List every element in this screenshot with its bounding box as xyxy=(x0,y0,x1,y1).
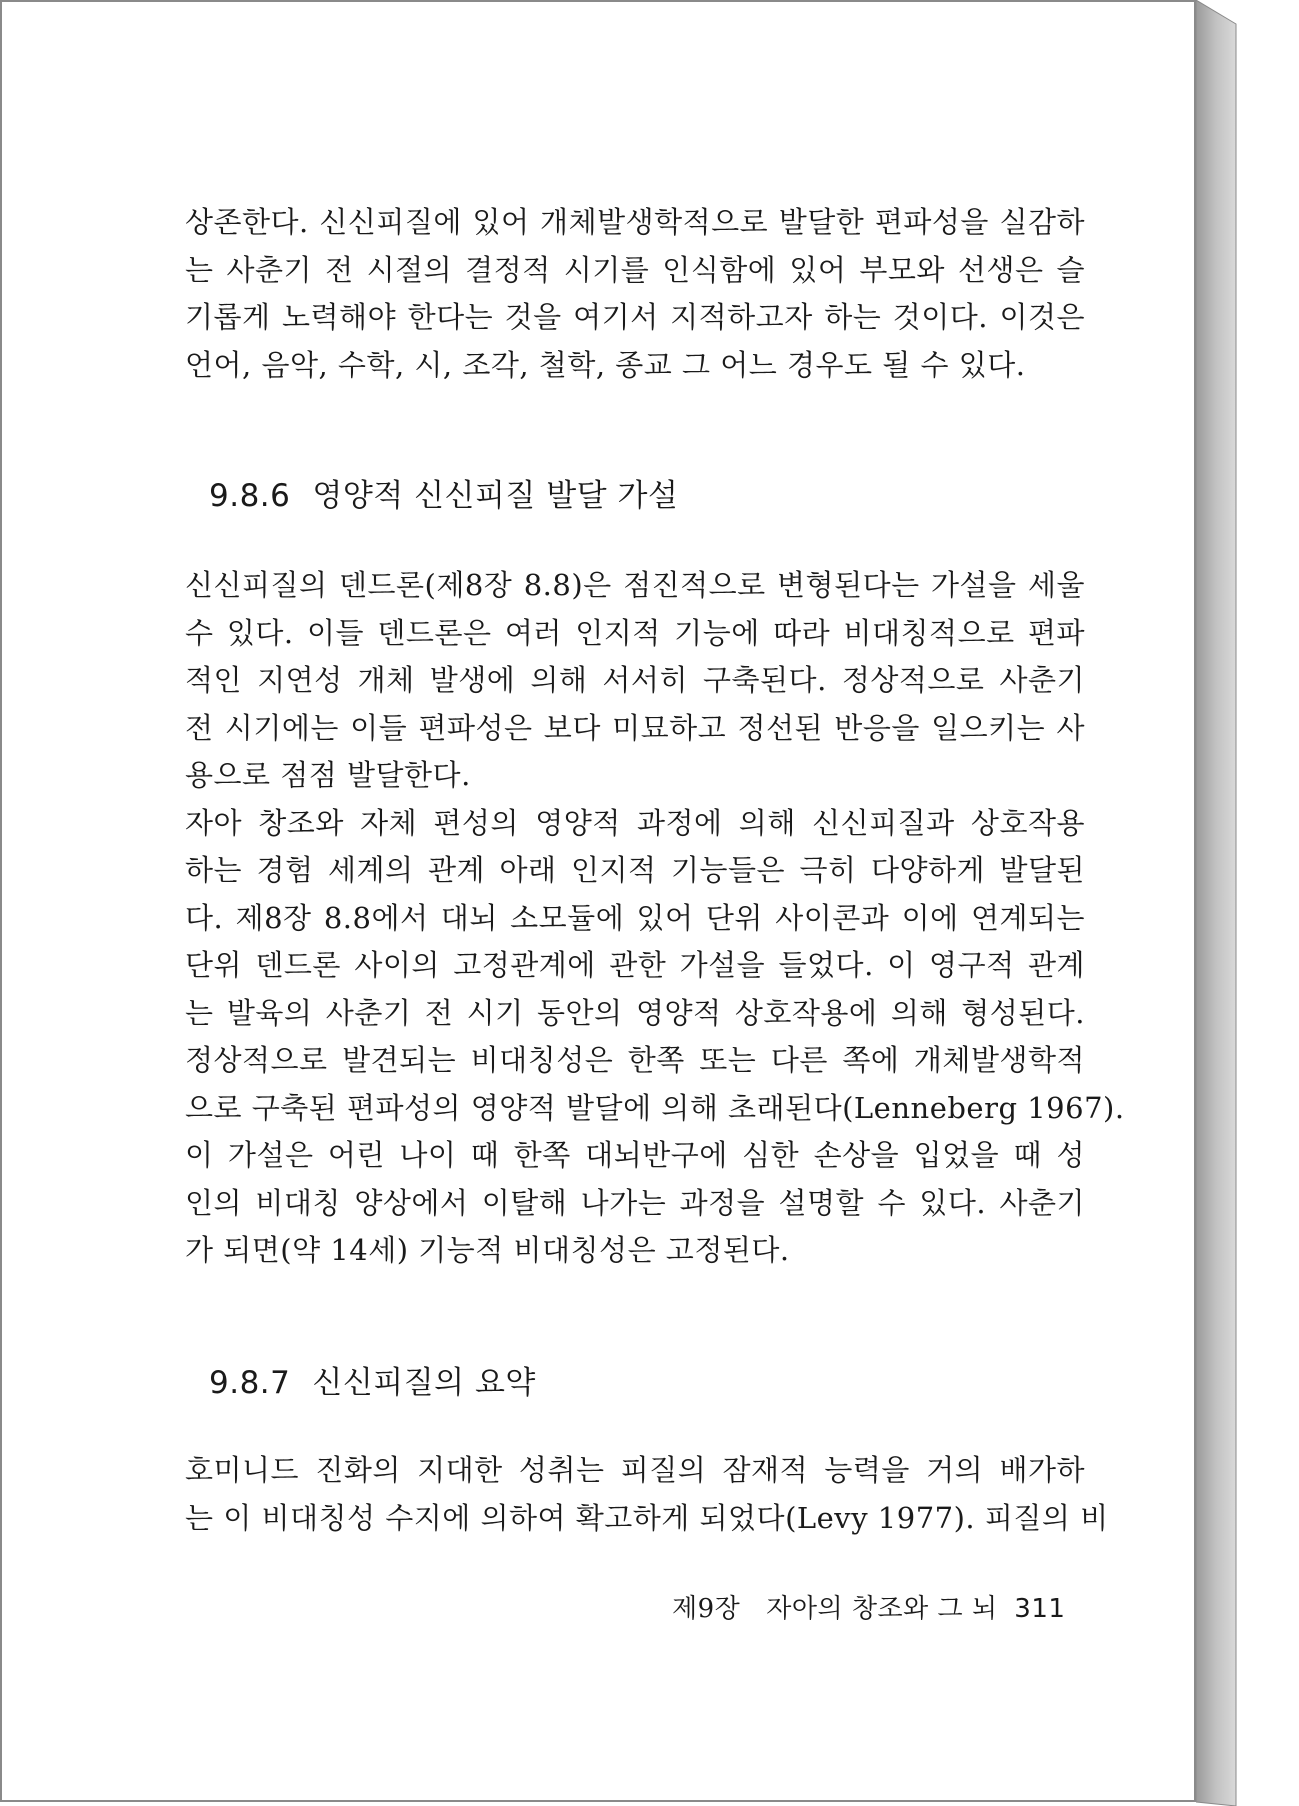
text-line: 는 이 비대칭성 수지에 의하여 확고하게 되었다(Levy 1977). 피질의 비 xyxy=(185,1500,1109,1535)
text-line: 는 사춘기 전 시절의 결정적 시기를 인식함에 있어 부모와 선생은 슬 xyxy=(185,252,1085,287)
section-number: 9.8.6 xyxy=(209,478,291,514)
text-line: 언어, 음악, 수학, 시, 조각, 철학, 종교 그 어느 경우도 될 수 있다. xyxy=(185,347,1026,382)
text-line: 수 있다. 이들 덴드론은 여러 인지적 기능에 따라 비대칭적으로 편파 xyxy=(185,615,1085,650)
text-line: 정상적으로 발견되는 비대칭성은 한쪽 또는 다른 쪽에 개체발생학적 xyxy=(185,1043,1085,1077)
text-line: 다. 제8장 8.8에서 대뇌 소모듈에 있어 단위 사이콘과 이에 연계되는 xyxy=(185,900,1085,935)
section-title: 신신피질의 요약 xyxy=(312,1365,536,1401)
text-line: 용으로 점점 발달한다. xyxy=(185,758,471,792)
footer-chapter: 제9장 xyxy=(672,1594,741,1624)
section-number: 9.8.7 xyxy=(209,1365,291,1401)
text-line: 이 가설은 어린 나이 때 한쪽 대뇌반구에 심한 손상을 입었을 때 성 xyxy=(185,1138,1085,1172)
text-line: 으로 구축된 편파성의 영양적 발달에 의해 초래된다(Lenneberg 1967). xyxy=(185,1090,1125,1125)
text-line: 호미니드 진화의 지대한 성취는 피질의 잠재적 능력을 거의 배가하 xyxy=(185,1453,1085,1487)
section-986-body xyxy=(185,562,1125,1275)
footer-title: 자아의 창조와 그 뇌 xyxy=(766,1594,998,1624)
text-line: 자아 창조와 자체 편성의 영양적 과정에 의해 신신피질과 상호작용 xyxy=(185,805,1085,840)
text-line: 상존한다. 신신피질에 있어 개체발생학적으로 발달한 편파성을 실감하 xyxy=(185,205,1085,239)
text-line: 적인 지연성 개체 발생에 의해 서서히 구축된다. 정상적으로 사춘기 xyxy=(185,663,1085,697)
section-title: 영양적 신신피질 발달 가설 xyxy=(312,478,679,514)
text-line: 가 되면(약 14세) 기능적 비대칭성은 고정된다. xyxy=(185,1233,790,1267)
page-footer xyxy=(672,1588,1065,1625)
text-line: 신신피질의 덴드론(제8장 8.8)은 점진적으로 변형된다는 가설을 세울 xyxy=(185,568,1085,602)
section-heading-987 xyxy=(209,1357,536,1402)
section-987-body xyxy=(185,1447,1109,1542)
section-heading-986 xyxy=(209,470,678,515)
text-line: 전 시기에는 이들 편파성은 보다 미묘하고 정선된 반응을 일으키는 사 xyxy=(185,710,1085,745)
page-thickness-edge xyxy=(1196,0,1238,1806)
page-number: 311 xyxy=(1014,1594,1066,1624)
text-line: 하는 경험 세계의 관계 아래 인지적 기능들은 극히 다양하게 발달된 xyxy=(185,853,1085,887)
intro-paragraph xyxy=(185,199,1085,389)
text-line: 는 발육의 사춘기 전 시기 동안의 영양적 상호작용에 의해 형성된다. xyxy=(185,995,1085,1030)
text-line: 기롭게 노력해야 한다는 것을 여기서 지적하고자 하는 것이다. 이것은 xyxy=(185,300,1085,334)
text-line: 인의 비대칭 양상에서 이탈해 나가는 과정을 설명할 수 있다. 사춘기 xyxy=(185,1185,1085,1220)
text-line: 단위 덴드론 사이의 고정관계에 관한 가설을 들었다. 이 영구적 관계 xyxy=(185,948,1085,982)
